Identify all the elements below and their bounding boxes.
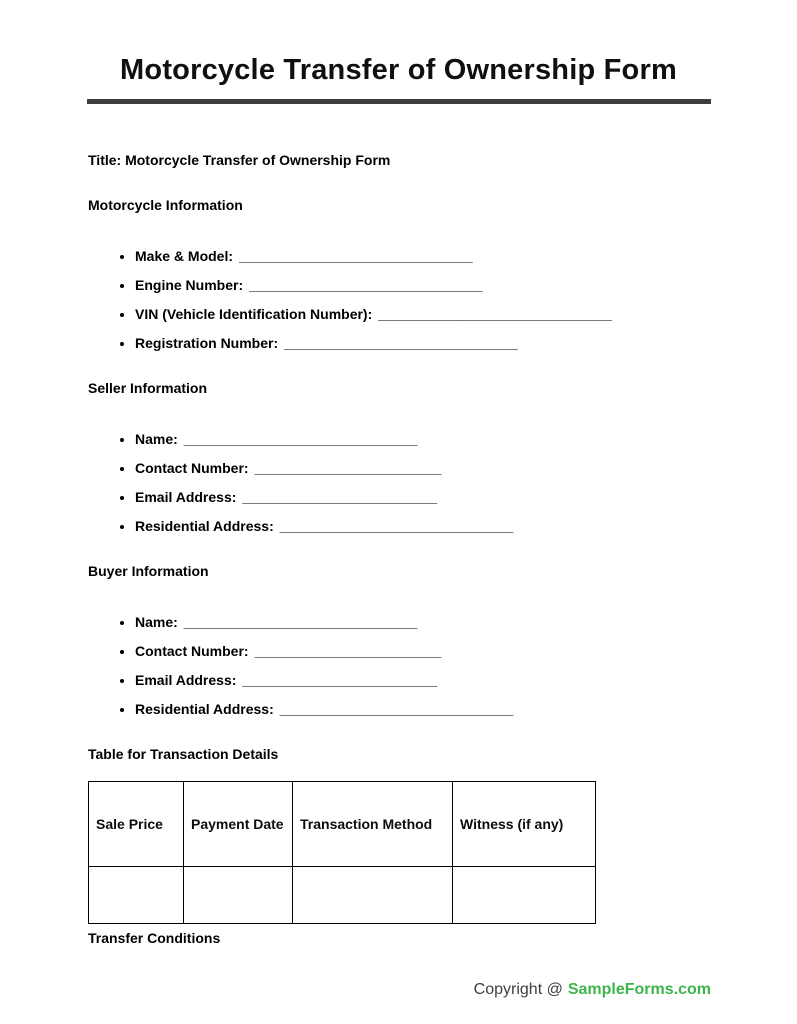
table-cell-sale-price	[89, 867, 184, 924]
table-cell-payment-date	[184, 867, 293, 924]
field-seller-name	[135, 425, 712, 454]
table-header-witness: Witness (if any)	[453, 782, 596, 867]
field-label: Residential Address:	[135, 701, 274, 717]
buyer-fields-list	[88, 608, 712, 724]
section-heading-transfer-conditions: Transfer Conditions	[88, 930, 221, 946]
field-label: Registration Number:	[135, 335, 279, 351]
field-buyer-email	[135, 666, 712, 695]
field-seller-contact-number	[135, 454, 712, 483]
section-heading-motorcycle: Motorcycle Information	[88, 197, 243, 213]
field-engine-number	[135, 271, 712, 300]
field-label: Contact Number:	[135, 643, 249, 659]
blank-line: ______________________________	[279, 518, 514, 534]
table-header-transaction-method: Transaction Method	[293, 782, 453, 867]
field-seller-email	[135, 483, 712, 512]
field-buyer-residential-address	[135, 695, 712, 724]
section-heading-transaction: Table for Transaction Details	[88, 746, 279, 762]
blank-line: ______________________________	[378, 306, 612, 322]
blank-line: ________________________	[254, 460, 442, 476]
blank-line: ______________________________	[183, 614, 418, 630]
field-label: Email Address:	[135, 672, 237, 688]
section-heading-seller: Seller Information	[88, 380, 208, 396]
blank-line: _________________________	[242, 672, 438, 688]
table-cell-witness	[453, 867, 596, 924]
brand-link[interactable]: SampleForms.com	[567, 981, 711, 998]
blank-line: ______________________________	[284, 335, 518, 351]
table-header-row	[89, 782, 596, 867]
field-buyer-contact-number	[135, 637, 712, 666]
blank-line: ______________________________	[239, 248, 473, 264]
blank-line: _________________________	[242, 489, 438, 505]
blank-line: ______________________________	[183, 431, 418, 447]
document-body	[0, 104, 797, 946]
field-make-model	[135, 242, 712, 271]
field-label: Make & Model:	[135, 248, 234, 264]
copyright-text: Copyright @	[473, 981, 563, 998]
table-header-sale-price: Sale Price	[89, 782, 184, 867]
document-header	[0, 0, 797, 104]
motorcycle-fields-list	[88, 242, 712, 358]
field-registration-number	[135, 329, 712, 358]
page-footer	[474, 981, 711, 999]
field-seller-residential-address	[135, 512, 712, 541]
table-data-row	[89, 867, 596, 924]
field-label: Email Address:	[135, 489, 237, 505]
field-label: Engine Number:	[135, 277, 244, 293]
blank-line: ________________________	[254, 643, 442, 659]
field-buyer-name	[135, 608, 712, 637]
field-label: Name:	[135, 431, 178, 447]
page-title: Motorcycle Transfer of Ownership Form	[120, 54, 677, 86]
field-label: Residential Address:	[135, 518, 274, 534]
field-vin	[135, 300, 712, 329]
field-label: Name:	[135, 614, 178, 630]
seller-fields-list	[88, 425, 712, 541]
doc-title-line: Title: Motorcycle Transfer of Ownership Form	[88, 152, 391, 168]
blank-line: ______________________________	[249, 277, 483, 293]
table-header-payment-date: Payment Date	[184, 782, 293, 867]
field-label: VIN (Vehicle Identification Number):	[135, 306, 373, 322]
blank-line: ______________________________	[279, 701, 514, 717]
section-heading-buyer: Buyer Information	[88, 563, 209, 579]
table-cell-transaction-method	[293, 867, 453, 924]
field-label: Contact Number:	[135, 460, 249, 476]
transaction-details-table	[88, 781, 596, 924]
